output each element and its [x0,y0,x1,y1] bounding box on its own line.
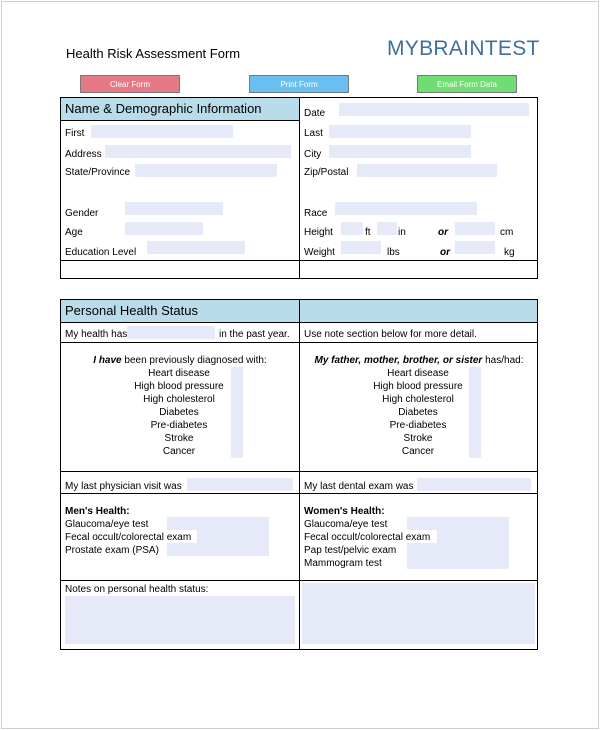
weight-kg-unit: kg [504,247,515,258]
womens-item-label: Fecal occult/colorectal exam [304,532,431,543]
family-condition-label: Diabetes [398,407,438,418]
first-name-label: First [65,128,85,139]
self-condition-field[interactable] [231,367,243,380]
race-field[interactable] [335,202,477,215]
womens-item-field[interactable] [437,530,509,543]
email-form-button[interactable]: Email Form Data [417,75,517,93]
age-field[interactable] [125,222,203,235]
past-year-label: in the past year. [219,329,290,340]
weight-lbs-unit: lbs [387,247,400,258]
mens-item-field[interactable] [197,530,269,543]
my-health-label: My health has [65,329,128,340]
self-condition-label: High blood pressure [134,381,224,392]
date-field[interactable] [339,103,529,116]
family-prefix: My father, mother, brother, or sister [314,355,483,366]
health-status-section [60,299,538,650]
mens-item-label: Fecal occult/colorectal exam [65,532,192,543]
row-divider [61,493,537,494]
city-field[interactable] [329,145,471,158]
diagnosed-suffix: been previously diagnosed with: [121,355,267,366]
first-name-field[interactable] [91,125,233,138]
print-form-button[interactable]: Print Form [249,75,349,93]
self-condition-field[interactable] [231,419,243,432]
last-name-label: Last [304,128,323,139]
height-in-field[interactable] [377,222,397,235]
self-condition-label: Pre-diabetes [150,420,208,431]
city-label: City [304,149,322,160]
family-condition-label: Stroke [403,433,433,444]
womens-item-label: Pap test/pelvic exam [304,545,397,556]
last-name-field[interactable] [329,125,471,138]
family-condition-field[interactable] [469,419,481,432]
mens-item-field[interactable] [167,517,269,530]
womens-item-field[interactable] [407,517,509,530]
use-note-label: Use note section below for more detail. [304,329,477,340]
weight-lbs-field[interactable] [341,241,381,254]
education-label: Education Level [65,247,137,258]
family-suffix: has/had: [482,355,524,366]
family-condition-field[interactable] [469,445,481,458]
demographics-section [60,97,538,279]
zip-label: Zip/Postal [304,167,349,178]
womens-item-field[interactable] [407,543,509,556]
column-divider [299,300,300,649]
row-divider [61,260,537,261]
weight-or-label: or [440,247,450,258]
form-title: Health Risk Assessment Form [66,46,241,61]
weight-kg-field[interactable] [455,241,495,254]
family-condition-field[interactable] [469,432,481,445]
weight-label: Weight [304,247,335,258]
address-label: Address [65,149,102,160]
family-heading [300,355,538,366]
row-divider [61,322,537,323]
height-ft-unit: ft [365,227,371,238]
self-condition-field[interactable] [231,432,243,445]
diagnosed-prefix: I have [93,355,122,366]
diagnosed-heading [61,355,299,366]
gender-label: Gender [65,208,99,219]
column-divider [299,98,300,278]
brand-logo: MYBRAINTEST [387,37,540,60]
self-condition-field[interactable] [231,406,243,419]
self-condition-field[interactable] [231,380,243,393]
mens-item-label: Prostate exam (PSA) [65,545,159,556]
womens-health-heading: Women's Health: [304,506,385,517]
state-field[interactable] [135,164,277,177]
row-divider [61,342,537,343]
clear-form-button[interactable]: Clear Form [80,75,180,93]
family-condition-label: Heart disease [387,368,449,379]
height-ft-field[interactable] [341,222,363,235]
row-divider [61,120,299,121]
mens-item-field[interactable] [167,543,269,556]
zip-field[interactable] [357,164,497,177]
self-condition-field[interactable] [231,393,243,406]
race-label: Race [304,208,328,219]
state-label: State/Province [65,167,131,178]
height-or-label: or [438,227,448,238]
womens-item-label: Glaucoma/eye test [304,519,388,530]
gender-field[interactable] [125,202,223,215]
notes-label: Notes on personal health status: [65,584,209,595]
womens-item-label: Mammogram test [304,558,382,569]
womens-item-field[interactable] [407,556,509,569]
family-condition-field[interactable] [469,393,481,406]
self-condition-label: Diabetes [159,407,199,418]
notes-field-right[interactable] [302,583,535,644]
family-condition-label: Cancer [401,446,435,457]
mens-item-label: Glaucoma/eye test [65,519,149,530]
family-condition-label: High blood pressure [373,381,463,392]
last-dental-label: My last dental exam was [304,481,414,492]
address-field[interactable] [105,145,291,158]
last-dental-field[interactable] [417,478,531,491]
self-condition-label: Stroke [164,433,194,444]
height-cm-unit: cm [500,227,514,238]
family-condition-field[interactable] [469,367,481,380]
self-condition-label: High cholesterol [143,394,215,405]
last-physician-field[interactable] [187,478,293,491]
education-field[interactable] [147,241,245,254]
age-label: Age [65,227,83,238]
family-condition-label: Pre-diabetes [389,420,447,431]
family-condition-label: High cholesterol [382,394,454,405]
health-status-heading: Personal Health Status [61,300,537,322]
row-divider [61,471,537,472]
family-condition-field[interactable] [469,380,481,393]
self-condition-label: Heart disease [148,368,210,379]
date-label: Date [304,108,326,119]
mens-health-heading: Men's Health: [65,506,130,517]
family-condition-field[interactable] [469,406,481,419]
self-condition-label: Cancer [162,446,196,457]
self-condition-field[interactable] [231,445,243,458]
height-cm-field[interactable] [455,222,495,235]
row-divider [61,580,537,581]
last-physician-label: My last physician visit was [65,481,182,492]
notes-field-left[interactable] [65,596,295,644]
height-in-unit: in [398,227,406,238]
health-change-field[interactable] [127,326,215,339]
height-label: Height [304,227,333,238]
demographics-heading: Name & Demographic Information [61,98,299,120]
